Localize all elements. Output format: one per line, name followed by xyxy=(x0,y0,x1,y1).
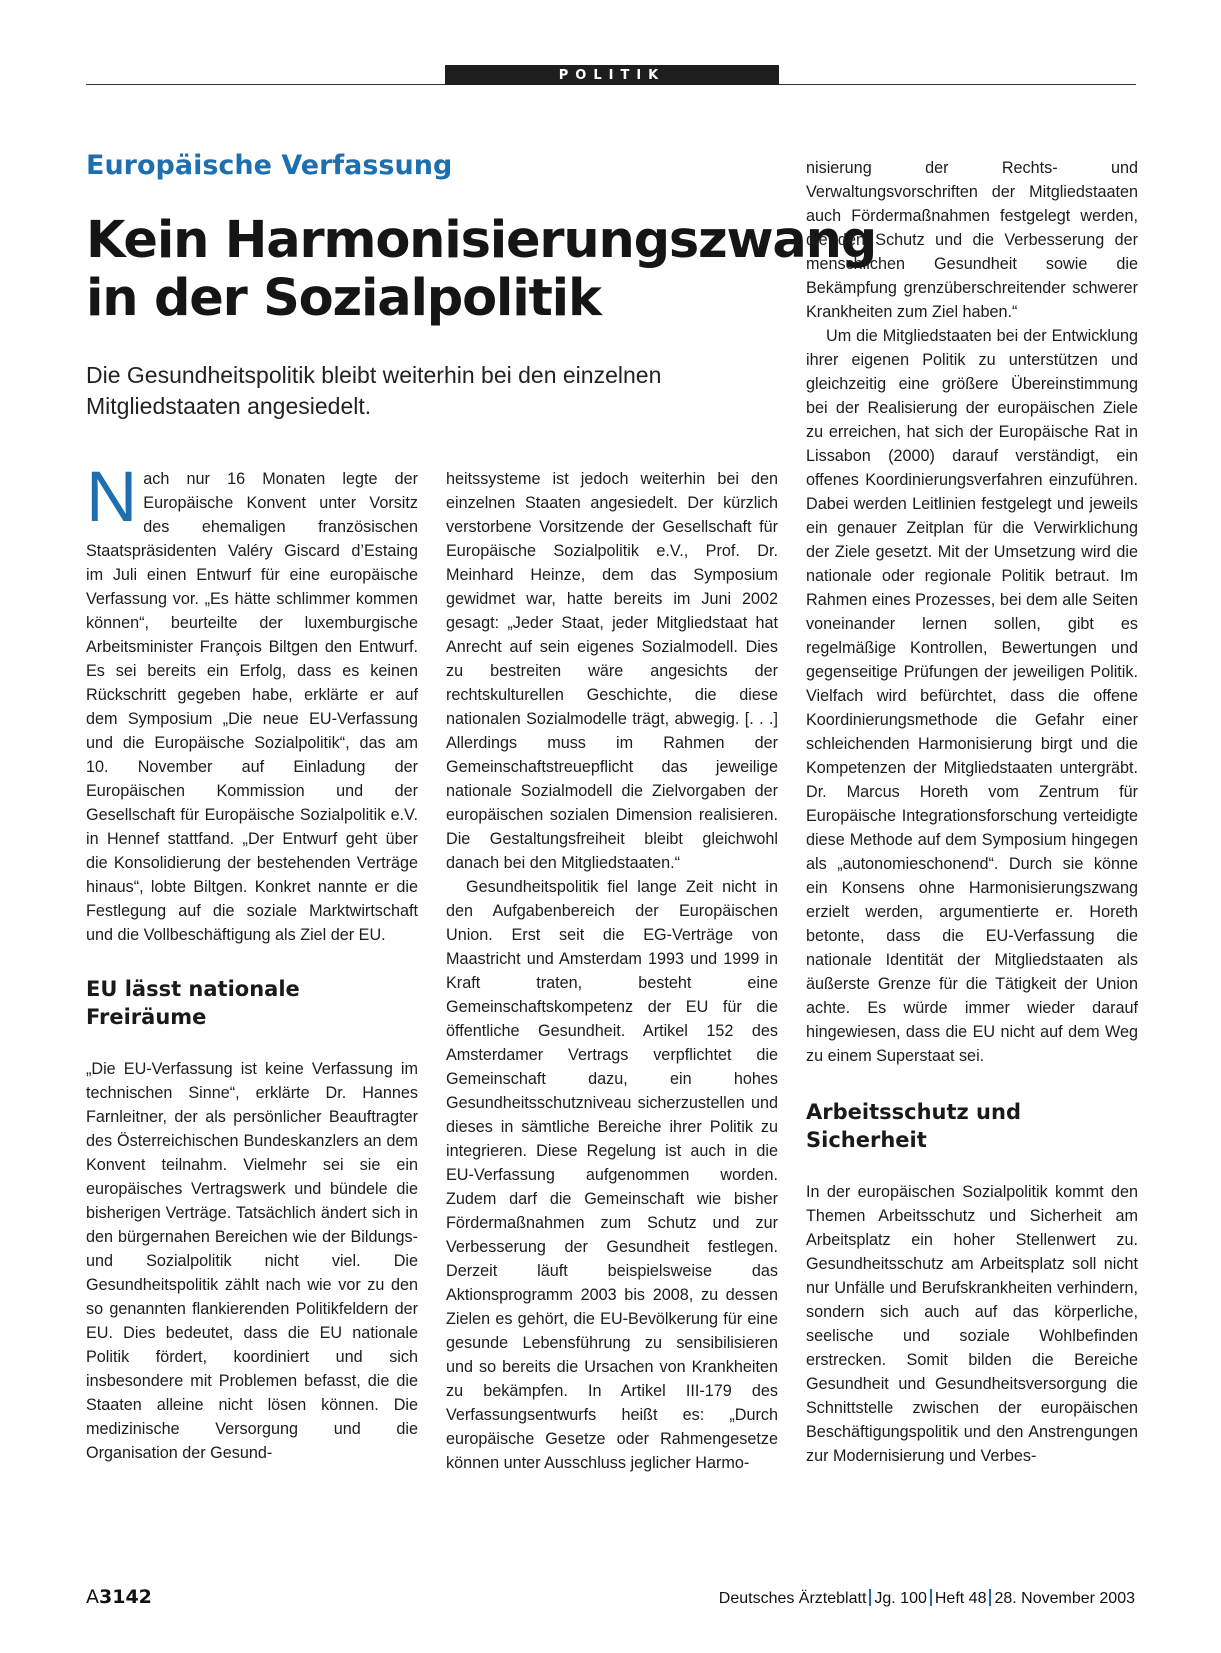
paragraph: Gesundheitspolitik fiel lange Zeit nicht in den Aufgabenbereich der Europäischen Union. Erst seit die EG-Verträge von Maastricht und Amsterdam 1993 und 1999 in Kraft traten, besteht eine Gemeinschaftskompetenz der EU für die öffentliche Gesundheit. Artikel 152 des Amsterdamer Vertrags verpflichtet die Gemeinschaft dazu, ein hohes Gesundheitsschutzniveau sicherzustellen und dieses in sämtliche Bereiche ihrer Politik zu integrieren. Diese Regelung ist auch in die EU-Verfassung aufgenommen worden. Zudem darf die Gemeinschaft wie bisher Fördermaßnahmen zum Schutz und zur Verbesserung der Gesundheit festlegen. Derzeit läuft beispielsweise das Aktionsprogramm 2003 bis 2008, zu dessen Zielen es gehört, die EU-Bevölkerung für eine gesunde Lebensführung zu sensibilisieren und so bereits die Ursachen von Krankheiten zu bekämpfen. In Artikel III-179 des Verfassungsentwurfs heißt es: „Durch europäische Gesetze oder Rahmengesetze können unter Ausschluss jeglicher Harmo- xyxy=(446,878,778,1472)
paragraph: „Die EU-Verfassung ist keine Verfassung im technischen Sinne“, erklärte Dr. Hannes Farnleitner, der als persönlicher Beauftragter des Österreichischen Bundeskanzlers an dem Konvent teilnahm. Vielmehr sei sie ein europäisches Vertragswerk und bündele die bisherigen Verträge. Tatsächlich ändert sich in den bürgernahen Bereichen wie der Bildungs- und Sozialpolitik nicht viel. Die Gesundheitspolitik zählt nach wie vor zu den so genannten flankierenden Politikfeldern der EU. Dies bedeutet, dass die EU nationale Politik fördert, koordiniert und sich insbesondere mit Problemen befasst, die die Staaten alleine nicht lösen können. Die medizinische Versorgung und die Organisation der Gesund- xyxy=(86,1060,418,1462)
separator xyxy=(869,1589,871,1606)
journal-citation xyxy=(719,1589,1135,1608)
text-column-2 xyxy=(446,467,778,1475)
headline-line-1: Kein Harmonisierungszwang xyxy=(86,211,877,270)
separator xyxy=(989,1589,991,1606)
page-number xyxy=(86,1586,152,1608)
subheading: EU lässt nationale Freiräume xyxy=(86,977,300,1029)
journal-date: 28. November 2003 xyxy=(994,1590,1135,1607)
paragraph: nisierung der Rechts- und Verwaltungsvorschriften der Mitgliedstaaten auch Fördermaßnahmen festgelegt werden, die den Schutz und die Verbesserung der menschlichen Gesundheit sowie die Bekämpfung grenzüberschreitender schwerer Krankheiten zum Ziel haben.“ xyxy=(806,159,1138,321)
paragraph-text: ach nur 16 Monaten legte der Europäische Konvent unter Vorsitz des ehemaligen französischen Staatspräsidenten Valéry Giscard d’Estaing im Juli einen Entwurf für eine europäische Verfassung vor. „Es hätte schlimmer kommen können“, beurteilte der luxemburgische Arbeitsminister François Biltgen den Entwurf. Es sei bereits ein Erfolg, dass es keinen Rückschritt gegeben habe, erklärte er auf dem Symposium „Die neue EU-Verfassung und die Europäische Sozialpolitik“, das am 10. November auf Einladung der Europäischen Kommission und der Gesellschaft für Europäische Sozialpolitik e.V. in Hennef stattfand. „Der Entwurf geht über die Konsolidierung der bestehenden Verträge hinaus“, lobte Biltgen. Konkret nannte er die Festlegung auf die soziale Marktwirtschaft und die Vollbeschäftigung als Ziel der EU. xyxy=(86,470,418,944)
article-deck: Die Gesundheitspolitik bleibt weiterhin bei den einzelnen Mitgliedstaaten angesiedelt. xyxy=(86,362,662,419)
separator xyxy=(930,1589,932,1606)
article-kicker: Europäische Verfassung xyxy=(86,150,453,181)
page-prefix: A xyxy=(86,1586,99,1608)
journal-issue: Heft 48 xyxy=(934,1590,987,1607)
paragraph: In der europäischen Sozialpolitik kommt den Themen Arbeitsschutz und Sicherheit am Arbeitsplatz ein hoher Stellenwert zu. Gesundheitsschutz am Arbeitsplatz soll nicht nur Unfälle und Berufskrankheiten verhindern, sondern sich auch auf das körperliche, seelische und soziale Wohlbefinden erstrecken. Somit bilden die Bereiche Gesundheit und Gesundheitsversorgung die Schnittstelle zwischen der europäischen Beschäftigungspolitik und den Anstrengungen zur Modernisierung und Verbes- xyxy=(806,1183,1138,1465)
section-label: POLITIK xyxy=(445,65,779,85)
paragraph: Um die Mitgliedstaaten bei der Entwicklung ihrer eigenen Politik zu unterstützen und gleichzeitig eine größere Übereinstimmung bei der Realisierung der europäischen Ziele zu erreichen, hat sich der Europäische Rat in Lissabon (2000) darauf verständigt, ein offenes Koordinierungsverfahren einzuführen. Dabei werden Leitlinien festgelegt und jeweils ein genauer Zeitplan für die Verwirklichung der Ziele gesetzt. Mit der Umsetzung wird die nationale oder regionale Politik betraut. Im Rahmen eines Prozesses, bei dem alle Seiten voneinander lernen sollen, gibt es regelmäßige Kontrollen, Bewertungen und gegenseitige Prüfungen der jeweiligen Politik. Vielfach wird befürchtet, dass die offene Koordinierungsmethode die Gefahr einer schleichenden Harmonisierung birgt und die Kompetenzen der Mitgliedstaaten untergräbt. Dr. Marcus Horeth vom Zentrum für Europäische Integrationsforschung verteidigte diese Methode auf dem Symposium hingegen als „autonomieschonend“. Durch sie könne ein Konsens ohne Harmonisierungszwang erzielt werden, argumentierte er. Horeth betonte, dass die EU-Verfassung die nationale Identität der Mitgliedstaaten als äußerste Grenze für die Tätigkeit der Union achte. Es würde immer wieder darauf hingewiesen, dass die EU nicht auf dem Weg zu einem Superstaat sei. xyxy=(806,327,1138,1065)
drop-cap: N xyxy=(86,458,138,537)
paragraph xyxy=(86,458,418,947)
text-column-1 xyxy=(86,458,418,1465)
paragraph: heitssysteme ist jedoch weiterhin bei den einzelnen Staaten angesiedelt. Der kürzlich verstorbene Vorsitzende der Gesellschaft für Europäische Sozialpolitik e.V., Prof. Dr. Meinhard Heinze, dem das Symposium gewidmet war, hatte bereits im Juni 2002 gesagt: „Jeder Staat, jeder Mitgliedstaat hat Anrecht auf sein eigenes Sozialmodell. Dies zu bestreiten wäre angesichts der rechtskulturellen Geschichte, die diese nationalen Sozialmodelle trägt, abwegig. [. . .] Allerdings muss im Rahmen der Gemeinschaftstreuepflicht das jeweilige nationale Sozialmodell die Zielvorgaben der europäischen sozialen Dimension realisieren. Die Gestaltungsfreiheit bleibt gleichwohl danach bei den Mitgliedstaaten.“ xyxy=(446,470,778,872)
article-headline xyxy=(86,211,877,328)
text-column-3 xyxy=(806,156,1138,1468)
page-number-value: 3142 xyxy=(99,1586,152,1608)
journal-volume: Jg. 100 xyxy=(874,1590,927,1607)
subheading: Arbeitsschutz und Sicherheit xyxy=(806,1100,1021,1152)
headline-line-2: in der Sozialpolitik xyxy=(86,269,601,328)
journal-name: Deutsches Ärzteblatt xyxy=(718,1590,867,1607)
